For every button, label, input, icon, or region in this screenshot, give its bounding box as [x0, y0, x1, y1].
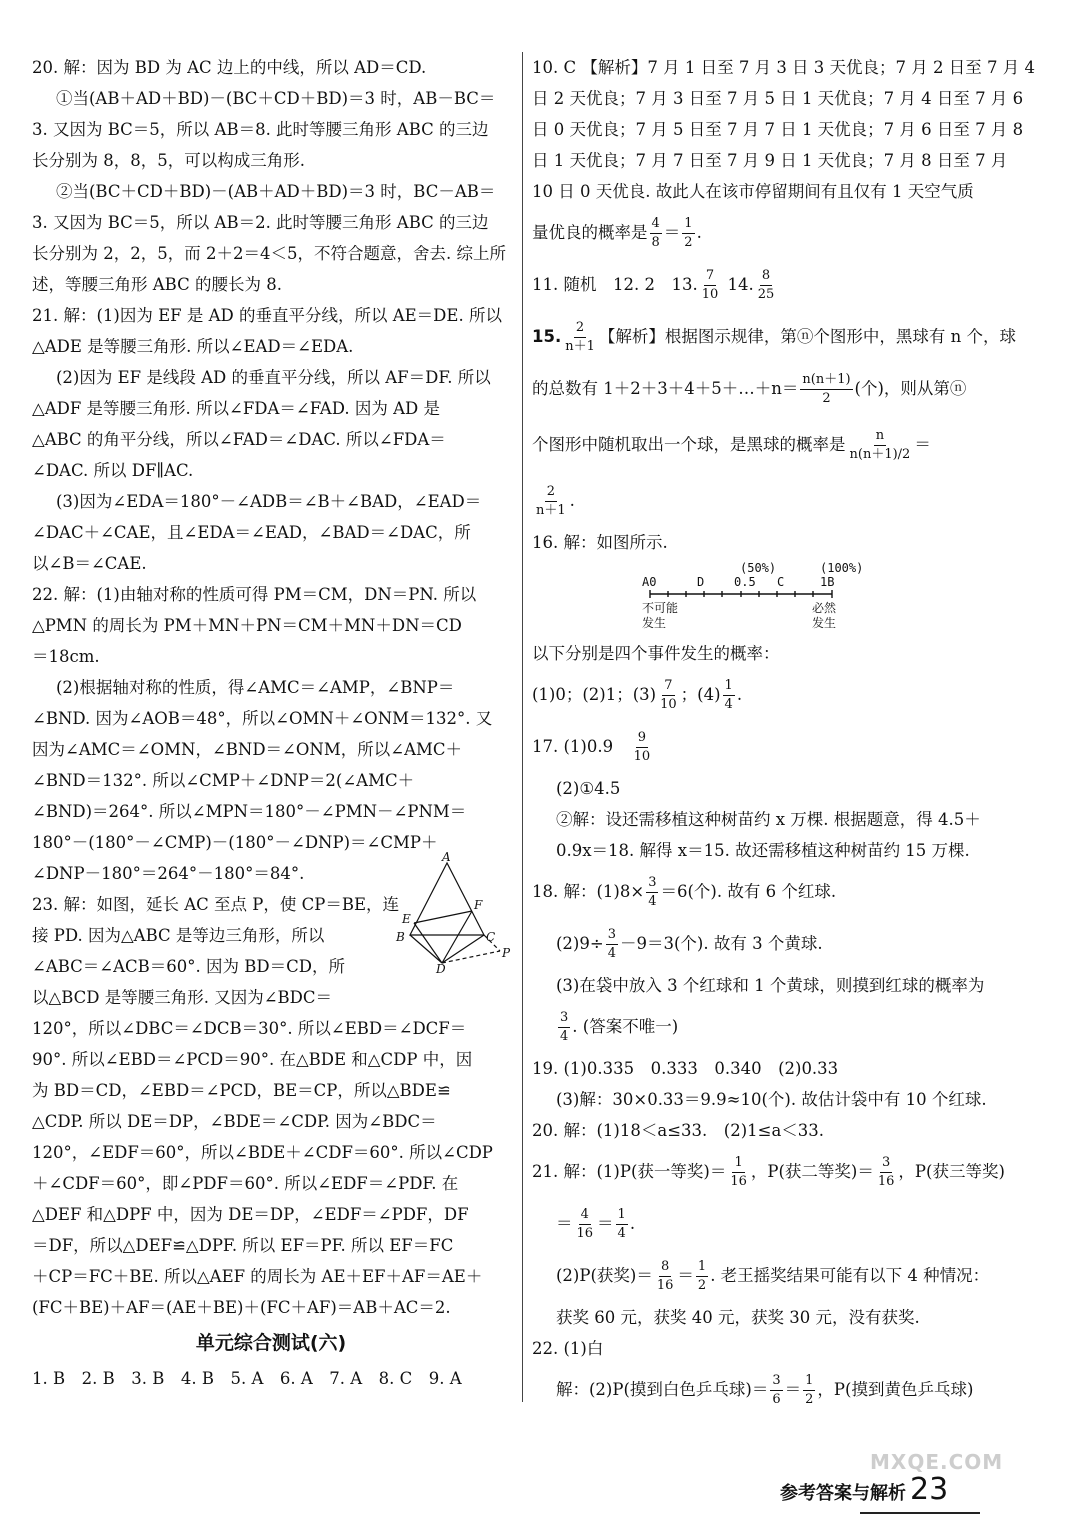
label-occur-2: 发生	[812, 616, 837, 630]
denominator: 2	[684, 235, 693, 250]
denominator: 2	[697, 1278, 707, 1293]
text: ＝	[556, 1214, 573, 1233]
point-c: C	[777, 575, 785, 589]
text: (1)0；(2)1；(3)	[532, 685, 657, 704]
text-line: $\frac{2}{n+1}$ .	[536, 484, 575, 518]
text-line: 因为∠AMC＝∠OMN，∠BND＝∠ONM，所以∠AMC＋	[32, 740, 463, 759]
fraction	[696, 1258, 708, 1295]
fraction	[616, 1206, 628, 1243]
denominator: 16	[730, 1174, 747, 1189]
text: ＝	[597, 1214, 614, 1233]
denominator: 4	[724, 697, 733, 712]
text: ；(4)	[680, 685, 721, 704]
fraction	[682, 215, 694, 252]
denominator: 8	[651, 235, 660, 250]
text-line: △PMN 的周长为 PM＋MN＋PN＝CM＋MN＋DN＝CD	[32, 616, 462, 635]
text: 17. (1)0.9	[532, 737, 614, 756]
text: (2)P(获奖)＝	[556, 1266, 653, 1285]
text-line: 个图形中随机取出一个球，是黑球的概率是 $\frac{n}{n(n+1)/2}$ ＝	[532, 428, 931, 462]
text: ＝6(个). 故有 6 个红球.	[660, 882, 837, 901]
page-footer	[780, 1470, 948, 1510]
footer-rule	[860, 1512, 980, 1514]
triangle-diagram	[392, 850, 512, 976]
fraction	[632, 729, 653, 766]
text: (2)9÷	[556, 934, 604, 953]
denominator: 10	[633, 749, 651, 764]
numerator: 3	[880, 1154, 892, 1173]
page-number: 23	[910, 1472, 949, 1507]
q15-block	[532, 311, 1017, 527]
text-line: 180°－(180°－∠CMP)－(180°－∠DNP)＝∠CMP＋	[32, 833, 438, 852]
denominator: n(n＋1)/2	[849, 447, 911, 462]
text-line: ①当(AB＋AD＋BD)－(BC＋CD＋BD)＝3 时，AB－BC＝	[56, 89, 496, 108]
text: (个)，则从第ⓝ	[854, 379, 967, 398]
numerator: 2	[574, 319, 586, 338]
label-50-percent: (50%)	[740, 561, 777, 575]
right-column	[532, 52, 1036, 1416]
text-line: (FC＋BE)＋AF＝(AE＋BE)＋(FC＋AF)＝AB＋AC＝2.	[32, 1298, 451, 1317]
probability-number-line	[642, 560, 882, 634]
denominator: n＋1	[536, 503, 566, 518]
text: ，P(获二等奖)＝	[750, 1162, 874, 1181]
text-line: ②解：设还需移植这种树苗约 x 万棵. 根据题意，得 4.5＋	[556, 810, 981, 829]
text: 量优良的概率是	[532, 223, 648, 242]
text-line: 述，等腰三角形 ABC 的腰长为 8.	[32, 275, 282, 294]
denominator: 16	[576, 1226, 594, 1241]
label-impossible: 不可能	[642, 601, 679, 615]
text-line: ∠BND＝132°. 所以∠CMP＋∠DNP＝2(∠AMC＋	[32, 771, 415, 790]
q18-block	[532, 866, 1004, 1053]
text: 的总数有 1＋2＋3＋4＋5＋…＋n＝	[532, 379, 799, 398]
fraction	[646, 874, 658, 911]
numerator: 3	[646, 874, 658, 893]
text-line: (3)因为∠EDA＝180°－∠ADB＝∠B＋∠BAD，∠EAD＝	[56, 492, 482, 511]
q16-block	[532, 527, 1004, 721]
fraction	[658, 677, 679, 714]
denominator: 16	[877, 1174, 895, 1189]
text-line: 长分别为 2，2，5，而 2＋2＝4＜5，不符合题意，舍去. 综上所	[32, 244, 506, 263]
numerator: 1	[723, 677, 735, 696]
text-line: 10. C 【解析】7 月 1 日至 7 月 3 日 3 天优良；7 月 2 日至 7 月 4	[532, 58, 1036, 77]
text-line	[532, 918, 1004, 970]
text-line: △ADE 是等腰三角形. 所以∠EAD＝∠EDA.	[32, 337, 354, 356]
numerator: n	[874, 427, 886, 446]
fraction	[575, 1206, 596, 1243]
diagram-label-e: E	[402, 912, 411, 926]
text-line: 21. 解：(1)因为 EF 是 AD 的垂直平分线，所以 AE＝DE. 所以	[32, 306, 502, 325]
text-line: 3. 又因为 BC＝5，所以 AB＝8. 此时等腰三角形 ABC 的三边	[32, 120, 489, 139]
point-a0: A0	[642, 575, 657, 589]
diagram-label-f: F	[474, 898, 483, 912]
fraction	[563, 319, 597, 356]
text-line: 日 1 天优良；7 月 7 日至 7 月 9 日 1 天优良；7 月 8 日至 7 月	[532, 151, 1008, 170]
section-title: 单元综合测试(六)	[195, 1332, 347, 1354]
diagram-label-a: A	[442, 850, 451, 864]
point-d: D	[697, 575, 705, 589]
text: . 老王摇奖结果可能有以下 4 种情况：	[710, 1266, 990, 1285]
fraction	[876, 1154, 897, 1191]
numerator: 9	[636, 729, 648, 748]
text-line: △ABC 的角平分线，所以∠FAD＝∠DAC. 所以∠FDA＝	[32, 430, 446, 449]
text: . (答案不唯一)	[572, 1017, 679, 1036]
text-line: ＝18cm.	[32, 647, 100, 666]
q20-block	[32, 52, 510, 300]
text-line: ＋∠CDF＝60°，即∠PDF＝60°. 所以∠EDF＝∠PDF. 在	[32, 1174, 459, 1193]
numerator: 3	[558, 1009, 570, 1028]
text-line: ②当(BC＋CD＋BD)－(AB＋AD＋BD)＝3 时，BC－AB＝	[56, 182, 496, 201]
numerator: 1	[616, 1206, 628, 1225]
text-line: ∠BND. 因为∠AOB＝48°，所以∠OMN＋∠ONM＝132°. 又	[32, 709, 493, 728]
q10-block	[532, 52, 1036, 259]
fraction	[848, 427, 913, 464]
text-line: 90°. 所以∠EBD＝∠PCD＝90°. 在△BDE 和△CDP 中，因	[32, 1050, 473, 1069]
text-line	[532, 721, 1004, 773]
q11-14-line	[532, 259, 1004, 311]
text-line: ∠ABC＝∠ACB＝60°. 因为 BD＝CD，所	[32, 957, 345, 976]
text-line: (3)在袋中放入 3 个红球和 1 个黄球，则摸到红球的概率为	[556, 976, 985, 995]
text: 14.	[727, 275, 754, 294]
diagram-label-b: B	[396, 930, 405, 944]
text-line: 16. 解：如图所示.	[532, 533, 668, 552]
label-certain: 必然	[812, 601, 837, 615]
text-line	[532, 1146, 1004, 1198]
text-line: ＝DF，所以△DEF≌△DPF. 所以 EF＝PF. 所以 EF＝FC	[32, 1236, 454, 1255]
text-line: △ADF 是等腰三角形. 所以∠FDA＝∠FAD. 因为 AD 是	[32, 399, 440, 418]
numerator: 4	[650, 215, 662, 234]
fraction	[655, 1258, 676, 1295]
numerator: 3	[606, 926, 618, 945]
column-divider	[522, 52, 523, 1402]
numerator: 1	[803, 1372, 815, 1391]
text-line: 120°，所以∠DBC＝∠DCB＝30°. 所以∠EBD＝∠DCF＝	[32, 1019, 467, 1038]
text-line: (2)根据轴对称的性质，得∠AMC＝∠AMP，∠BNP＝	[56, 678, 455, 697]
denominator: 4	[648, 894, 657, 909]
text-line: 获奖 60 元，获奖 40 元，获奖 30 元，没有获奖.	[556, 1308, 920, 1327]
denominator: n＋1	[565, 339, 595, 354]
mc-answers: 1. B 2. B 3. B 4. B 5. A 6. A 7. A 8. C 9. A	[32, 1369, 462, 1388]
text: ，P(获三等奖)	[898, 1162, 1005, 1181]
text-line: (3)解：30×0.33＝9.9≈10(个). 故估计袋中有 10 个红球.	[556, 1090, 987, 1109]
numerator: 7	[662, 677, 674, 696]
q21-block	[532, 1146, 1004, 1333]
denominator: 10	[660, 697, 677, 712]
q22-block	[32, 579, 510, 889]
text-line: 19. (1)0.335 0.333 0.340 (2)0.33	[532, 1059, 839, 1078]
q17-block	[532, 721, 1004, 866]
fraction	[803, 1372, 815, 1409]
text-line: 23. 解：如图，延长 AC 至点 P，使 CP＝BE，连	[32, 895, 400, 914]
fraction	[756, 267, 777, 304]
denominator: 10	[701, 287, 719, 302]
text-line: (2)因为 EF 是线段 AD 的垂直平分线，所以 AF＝DF. 所以	[56, 368, 491, 387]
text-line	[532, 311, 1017, 363]
text: 解：(2)P(摸到白色乒乓球)＝	[556, 1380, 769, 1399]
text: 15.	[532, 327, 562, 346]
denominator: 4	[607, 946, 616, 961]
denominator: 25	[757, 287, 775, 302]
text-line	[532, 1250, 1004, 1302]
denominator: 4	[560, 1029, 569, 1044]
label-occur: 发生	[642, 616, 667, 630]
text-line: (2)①4.5	[556, 779, 621, 798]
numerator: 8	[760, 267, 772, 286]
diagram-label-p: P	[502, 946, 511, 960]
numerator: 1	[732, 1154, 744, 1173]
text-line: 0.9x＝18. 解得 x＝15. 故还需移植这种树苗约 15 万棵.	[556, 841, 970, 860]
text-line	[532, 1001, 1004, 1053]
text-line: ∠BND)＝264°. 所以∠MPN＝180°－∠PMN－∠PNM＝	[32, 802, 467, 821]
text-line: 3. 又因为 BC＝5，所以 AB＝2. 此时等腰三角形 ABC 的三边	[32, 213, 489, 232]
diagram-label-c: C	[486, 930, 496, 944]
text: ＝	[677, 1266, 694, 1285]
text: .	[629, 1214, 636, 1233]
fraction	[770, 1372, 782, 1409]
text: 11. 随机 12. 2 13.	[532, 275, 698, 294]
watermark: MXQE.COM	[870, 1450, 1004, 1474]
text: 18. 解：(1)8×	[532, 882, 645, 901]
text-line: △DEF 和△DPF 中，因为 DE＝DP，∠EDF＝∠PDF，DF	[32, 1205, 469, 1224]
text-line: 日 0 天优良；7 月 5 日至 7 月 7 日 1 天优良；7 月 6 日至 7 月 8	[532, 120, 1024, 139]
text-line: 以下分别是四个事件发生的概率：	[532, 644, 780, 663]
footer-title: 参考答案与解析	[780, 1483, 906, 1504]
text: ，P(摸到黄色乒乓球)	[817, 1380, 974, 1399]
point-0-5: 0.5	[734, 575, 756, 589]
fraction	[800, 371, 852, 408]
text-line: 20. 解：因为 BD 为 AC 边上的中线，所以 AD＝CD.	[32, 58, 427, 77]
text-line: 接 PD. 因为△ABC 是等边三角形，所以	[32, 926, 325, 945]
text-line: ＋CP＝FC＋BE. 所以△AEF 的周长为 AE＋EF＋AF＝AE＋	[32, 1267, 483, 1286]
numerator: 1	[682, 215, 694, 234]
text-line: 为 BD＝CD，∠EBD＝∠PCD，BE＝CP，所以△BDE≌	[32, 1081, 451, 1100]
text-line: 22. (1)白	[532, 1339, 604, 1358]
text-line: 以△BCD 是等腰三角形. 又因为∠BDC＝	[32, 988, 333, 1007]
text-line: ∠DAC＋∠CAE，且∠EDA＝∠EAD，∠BAD＝∠DAC，所	[32, 523, 471, 542]
text: 【解析】根据图示规律，第ⓝ个图形中，黑球有 n 个，球	[598, 327, 1017, 346]
left-column	[32, 52, 510, 1394]
q21-block	[32, 300, 510, 579]
denominator: 2	[805, 1392, 814, 1407]
fraction	[728, 1154, 749, 1191]
text-line: 10 日 0 天优良. 故此人在该市停留期间有且仅有 1 天空气质	[532, 182, 974, 201]
diagram-label-d: D	[436, 962, 446, 976]
fraction	[650, 215, 662, 252]
denominator: 16	[656, 1278, 674, 1293]
denominator: 6	[772, 1392, 781, 1407]
text-line	[532, 1364, 1004, 1416]
text: －9＝3(个). 故有 3 个黄球.	[619, 934, 823, 953]
numerator: 2	[545, 483, 557, 502]
text-line	[532, 1198, 1004, 1250]
numerator: 4	[579, 1206, 591, 1225]
text-line	[532, 363, 1004, 415]
fraction	[606, 926, 618, 963]
numerator: 3	[770, 1372, 782, 1391]
numerator: n(n＋1)	[800, 371, 852, 390]
text-line: ∠DAC. 所以 DF∥AC.	[32, 461, 194, 480]
denominator: 4	[617, 1226, 626, 1241]
text-line: 20. 解：(1)18＜a≤33. (2)1≤a＜33.	[532, 1121, 825, 1140]
text-line	[532, 866, 1004, 918]
text: ＝	[784, 1380, 802, 1399]
text-line: (1)0；(2)1；(3) $\frac{7}{10}$ ；(4) $\frac{1}{4}$ .	[532, 678, 743, 712]
text-line: 长分别为 8，8，5，可以构成三角形.	[32, 151, 305, 170]
text: 21. 解：(1)P(获一等奖)＝	[532, 1162, 727, 1181]
numerator: 7	[704, 267, 716, 286]
numerator: 1	[696, 1258, 708, 1277]
text-line: 120°，∠EDF＝60°，所以∠BDE＋∠CDF＝60°. 所以∠CDP	[32, 1143, 493, 1162]
point-1b: 1B	[820, 575, 835, 589]
text-line: 量优良的概率是 $\frac{4}{8}$ ＝ $\frac{1}{2}$ .	[532, 216, 702, 250]
text-line: △CDP. 所以 DE＝DP，∠BDE＝∠CDP. 因为∠BDC＝	[32, 1112, 437, 1131]
text: 个图形中随机取出一个球，是黑球的概率是	[532, 435, 846, 454]
fraction	[534, 483, 568, 520]
fraction	[700, 267, 721, 304]
text-line: 以∠B＝∠CAE.	[32, 554, 147, 573]
numerator: 8	[659, 1258, 671, 1277]
text-line: 22. 解：(1)由轴对称的性质可得 PM＝CM，DN＝PN. 所以	[32, 585, 477, 604]
denominator: 2	[822, 391, 831, 406]
fraction	[558, 1009, 570, 1046]
text-line: 日 2 天优良；7 月 3 日至 7 月 5 日 1 天优良；7 月 4 日至 7 月 6	[532, 89, 1024, 108]
fraction	[723, 677, 735, 714]
text-line: ∠DNP－180°＝264°－180°＝84°.	[32, 864, 305, 883]
label-100-percent: (100%)	[820, 561, 864, 575]
